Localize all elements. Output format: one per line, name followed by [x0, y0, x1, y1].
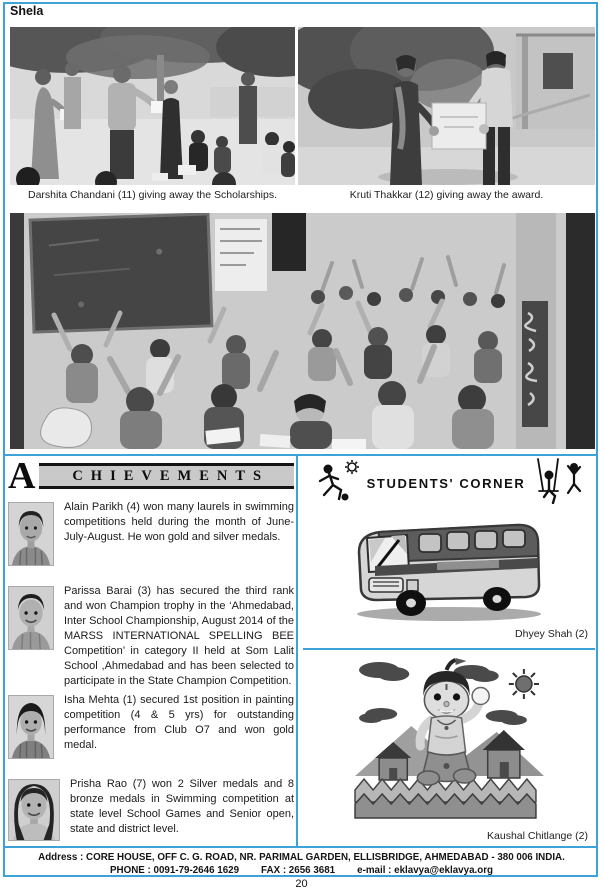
- achievement-text: Prisha Rao (7) won 2 Silver medals and 8 bronze medals in Swimming competition at state level School Games and Senior open, state and district level.: [70, 778, 294, 835]
- footer-email: e-mail : eklavya@eklavya.org: [357, 865, 494, 876]
- achievement-item: [8, 584, 294, 689]
- photo-caption-right: Kruti Thakkar (12) giving away the award.: [349, 189, 544, 201]
- photo-classroom-children-raising-hands: [10, 213, 595, 449]
- footer-address: Address : CORE HOUSE, OFF C. G. ROAD, NR. PARIMAL GARDEN, ELLISBRIDGE, AHMEDABAD - 380 006 INDIA.: [38, 852, 565, 863]
- column-divider-line: [296, 456, 298, 846]
- running-figure-icon: [316, 459, 364, 508]
- students-corner-section: [302, 458, 596, 842]
- drawing-caption: Dhyey Shah (2): [515, 628, 588, 640]
- section-divider-line: [5, 454, 598, 456]
- footer-contact-block: [5, 846, 598, 877]
- achievement-text: Alain Parikh (4) won many laurels in swimming competitions held during the month of June-July-August. He won gold and silver medals.: [64, 501, 294, 543]
- achievement-item: [8, 500, 294, 572]
- achievements-section: [8, 455, 294, 859]
- page-number: 20: [295, 878, 308, 890]
- section-label: Shela: [10, 4, 44, 18]
- drawing-bus: [345, 510, 553, 624]
- footer-contacts: [5, 864, 598, 877]
- achievement-text: Isha Mehta (1) secured 1st position in painting competition (4 & 5 yrs) for outstanding performance from Club O7 and won gold medal.: [64, 694, 294, 751]
- headshot-isha-mehta: [8, 695, 54, 759]
- achievements-heading-rest: CHIEVEMENTS: [39, 463, 294, 489]
- photo-caption-left: Darshita Chandani (11) giving away the Scholarships.: [27, 189, 278, 201]
- drawing-caption: Kaushal Chitlange (2): [487, 830, 588, 842]
- students-corner-heading: [302, 460, 596, 506]
- photo-scholarship-distribution: [10, 27, 295, 185]
- drawing-cartoon-character: [351, 656, 547, 826]
- achievement-item: [8, 777, 294, 847]
- achievement-text: Parissa Barai (3) has secured the third rank and won Champion trophy in the ‘Ahmedabad, Inter School Championship, August 2014 of the MARSS INTERNATIONAL SPELLING BEE Competition’ in category II held at Som Lalit School ,Ahmedabad and has been selected to participate in the State Champion Competition.: [64, 585, 294, 687]
- headshot-parissa-barai: [8, 586, 54, 650]
- achievements-heading-initial: A: [8, 455, 36, 497]
- achievement-item: [8, 693, 294, 765]
- drawings-divider-line: [303, 648, 595, 650]
- footer-fax: FAX : 2656 3681: [261, 865, 336, 876]
- headshot-alain-parikh: [8, 502, 54, 566]
- achievements-heading: [8, 455, 294, 497]
- photo-award-giving: [298, 27, 595, 185]
- students-corner-title: STUDENTS' CORNER: [366, 475, 526, 491]
- swing-figure-icon: [528, 458, 582, 509]
- headshot-prisha-rao: [8, 779, 60, 841]
- footer-phone: PHONE : 0091-79-2646 1629: [109, 865, 240, 876]
